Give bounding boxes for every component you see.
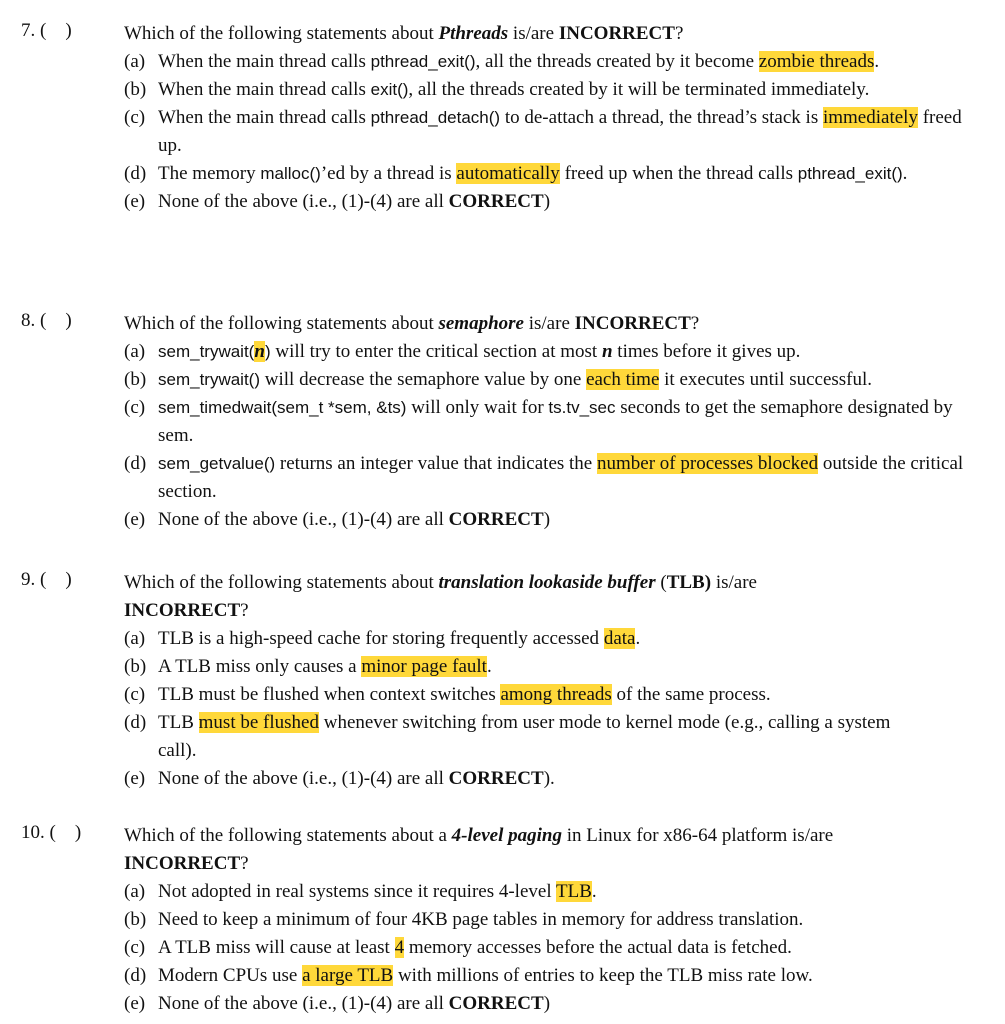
q9-option-e: (e) None of the above (i.e., (1)-(4) are all CORRECT).	[124, 768, 555, 789]
question-8-number: 8. ( )	[21, 310, 72, 331]
q8-option-b: (b) sem_trywait() will decrease the semaphore value by one each time it executes until successful.	[124, 369, 873, 390]
q10-option-e: (e) None of the above (i.e., (1)-(4) are all CORRECT)	[124, 993, 551, 1014]
highlight: 4	[394, 937, 405, 958]
q7-option-d: (d) The memory malloc()’ed by a thread is automatically freed up when the thread calls pthread_exit().	[124, 163, 908, 184]
highlight: automatically	[456, 163, 560, 184]
highlight: data	[603, 628, 636, 649]
q9-option-b: (b) A TLB miss only causes a minor page fault.	[124, 656, 492, 677]
highlight: number of processes blocked	[597, 453, 819, 474]
highlight: each time	[586, 369, 660, 390]
question-7-stem: Which of the following statements about Pthreads is/are INCORRECT?	[124, 23, 684, 44]
q8-option-e: (e) None of the above (i.e., (1)-(4) are all CORRECT)	[124, 509, 551, 530]
question-8-options	[124, 338, 984, 534]
question-10-options	[124, 878, 984, 1018]
highlight: among threads	[500, 684, 612, 705]
question-10-number: 10. ( )	[21, 822, 82, 843]
q10-option-b: (b) Need to keep a minimum of four 4KB page tables in memory for address translation.	[124, 909, 804, 930]
q8-option-d: (d) sem_getvalue() returns an integer value that indicates the number of processes blocked outside the critical section.	[124, 453, 964, 502]
q10-option-a: (a) Not adopted in real systems since it requires 4-level TLB.	[124, 881, 597, 902]
highlight: immediately	[822, 107, 918, 128]
highlight: n	[254, 341, 265, 362]
highlight: TLB	[556, 881, 592, 902]
q7-option-b: (b) When the main thread calls exit(), all the threads created by it will be terminated immediately.	[124, 79, 870, 100]
question-10-stem: Which of the following statements about a 4-level paging in Linux for x86-64 platform is/are INCORRECT?	[124, 825, 834, 874]
q7-option-e: (e) None of the above (i.e., (1)-(4) are all CORRECT)	[124, 191, 551, 212]
q9-option-c: (c) TLB must be flushed when context switches among threads of the same process.	[124, 684, 771, 705]
q8-option-c: (c) sem_timedwait(sem_t *sem, &ts) will only wait for ts.tv_sec seconds to get the semaphore designated by sem.	[124, 397, 953, 446]
question-9-number: 9. ( )	[21, 569, 72, 590]
highlight: must be flushed	[198, 712, 319, 733]
question-9-stem: Which of the following statements about translation lookaside buffer (TLB) is/are INCORRECT?	[124, 572, 757, 621]
q7-option-c: (c) When the main thread calls pthread_detach() to de-attach a thread, the thread’s stack is immediately freed up.	[124, 107, 962, 156]
question-7-number: 7. ( )	[21, 20, 72, 41]
highlight: zombie threads	[758, 51, 875, 72]
question-8-stem: Which of the following statements about semaphore is/are INCORRECT?	[124, 313, 700, 334]
q10-option-d: (d) Modern CPUs use a large TLB with millions of entries to keep the TLB miss rate low.	[124, 965, 813, 986]
q8-option-a: (a) sem_trywait(n) will try to enter the critical section at most n times before it gives up.	[124, 341, 801, 362]
q10-option-c: (c) A TLB miss will cause at least 4 memory accesses before the actual data is fetched.	[124, 937, 792, 958]
highlight: minor page fault	[361, 656, 487, 677]
question-9-options	[124, 625, 984, 793]
q9-option-d: (d) TLB must be flushed whenever switching from user mode to kernel mode (e.g., calling a system call).	[124, 712, 891, 761]
q9-option-a: (a) TLB is a high-speed cache for storing frequently accessed data.	[124, 628, 641, 649]
q7-option-a: (a) When the main thread calls pthread_exit(), all the threads created by it become zombie threads.	[124, 51, 880, 72]
highlight: a large TLB	[302, 965, 394, 986]
question-7-options	[124, 48, 984, 216]
